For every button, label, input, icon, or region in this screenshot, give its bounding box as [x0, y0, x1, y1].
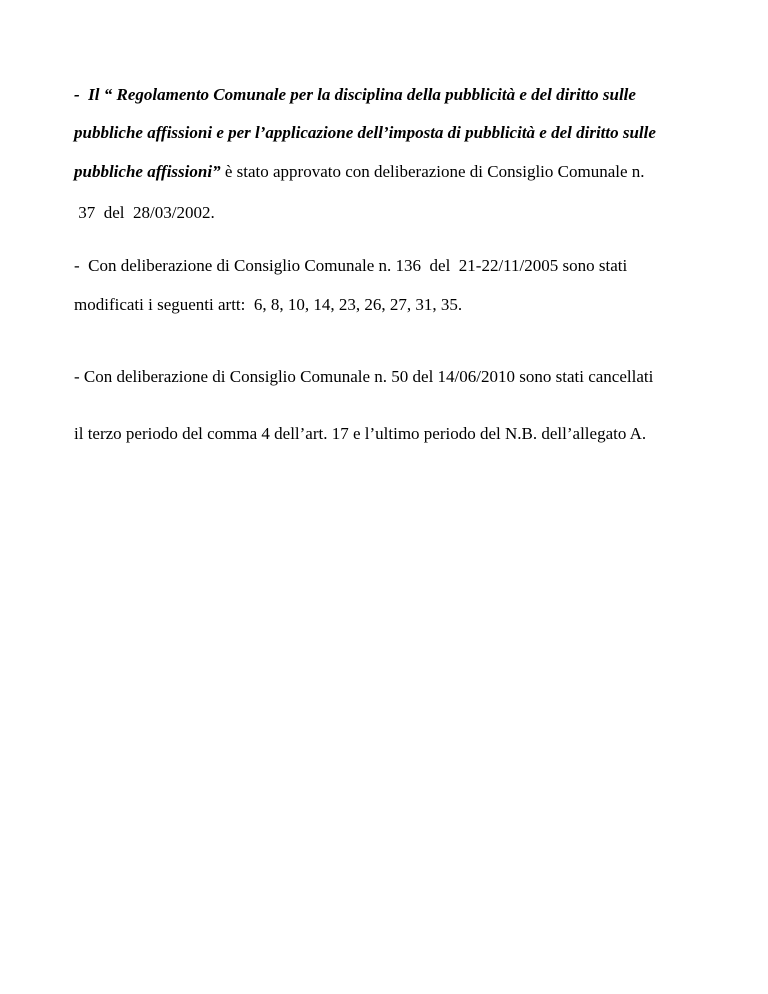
regolamento-title-end: pubbliche affissioni” — [74, 162, 221, 181]
paragraph-1-line-2: pubbliche affissioni e per l’applicazione dell’imposta di pubblicità e del diritto sulle — [74, 123, 656, 142]
approval-text: è stato approvato con deliberazione di Consiglio Comunale n. — [220, 162, 645, 181]
paragraph-1-line-4: 37 del 28/03/2002. — [74, 203, 215, 222]
paragraph-3-line-2: il terzo periodo del comma 4 dell’art. 17 e l’ultimo periodo del N.B. dell’allegato A. — [74, 424, 647, 443]
paragraph-1-line-3 — [74, 163, 645, 180]
paragraph-2-line-1: - Con deliberazione di Consiglio Comunale n. 136 del 21-22/11/2005 sono stati — [74, 256, 628, 275]
paragraph-2-line-2: modificati i seguenti artt: 6, 8, 10, 14, 23, 26, 27, 31, 35. — [74, 295, 463, 314]
paragraph-1-line-1: - Il “ Regolamento Comunale per la disciplina della pubblicità e del diritto sulle — [74, 85, 636, 104]
paragraph-3-line-1: - Con deliberazione di Consiglio Comunale n. 50 del 14/06/2010 sono stati cancellati — [74, 367, 654, 386]
